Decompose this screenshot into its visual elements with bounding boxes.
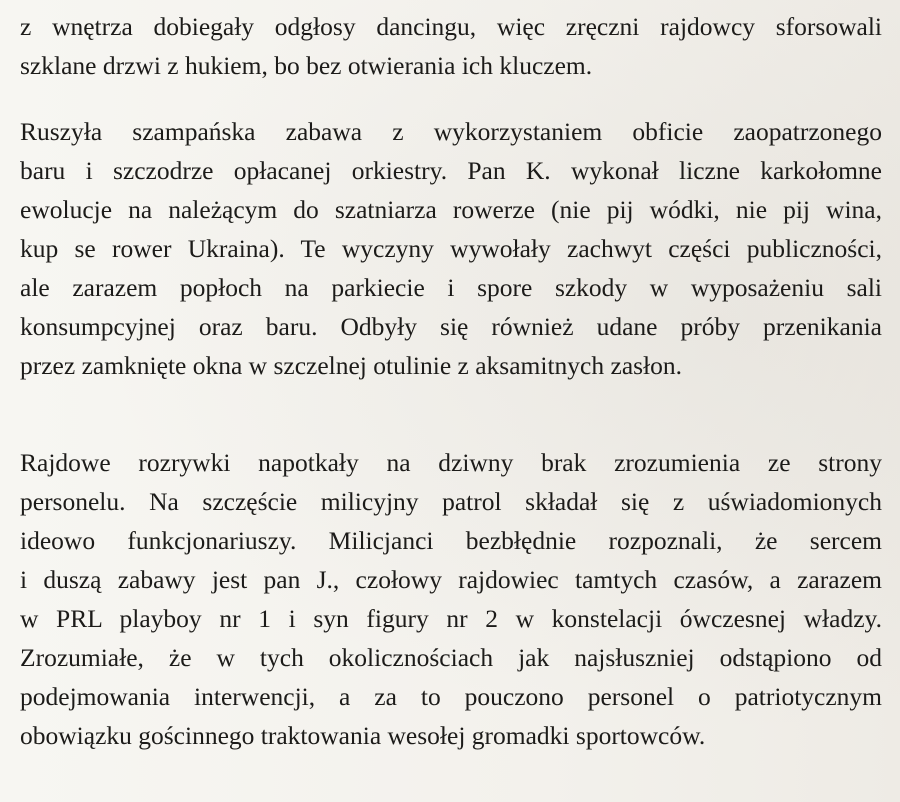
paragraph-1 xyxy=(20,7,882,85)
text-line: w PRL playboy nr 1 i syn figury nr 2 w konstelacji ówczesnej władzy. xyxy=(20,604,882,633)
text-line: konsumpcyjnej oraz baru. Odbyły się również udane próby przenikania xyxy=(20,312,882,341)
text-line: szklane drzwi z hukiem, bo bez otwierania ich kluczem. xyxy=(20,51,593,80)
text-line: podejmowania interwencji, a za to pouczono personel o patriotycznym xyxy=(20,682,882,711)
text-line: ideowo funkcjonariuszy. Milicjanci bezbłędnie rozpoznali, że sercem xyxy=(20,526,882,555)
text-line: i duszą zabawy jest pan J., czołowy rajdowiec tamtych czasów, a zarazem xyxy=(20,565,882,594)
paragraph-2 xyxy=(20,112,882,385)
text-line: Rajdowe rozrywki napotkały na dziwny brak zrozumienia ze strony xyxy=(20,448,882,477)
text-line: przez zamknięte okna w szczelnej otulinie z aksamitnych zasłon. xyxy=(20,351,683,380)
text-line: kup se rower Ukraina). Te wyczyny wywołały zachwyt części publiczności, xyxy=(20,234,882,263)
text-line: baru i szczodrze opłacanej orkiestry. Pan K. wykonał liczne karkołomne xyxy=(20,156,882,185)
text-line: z wnętrza dobiegały odgłosy dancingu, więc zręczni rajdowcy sforsowali xyxy=(20,12,882,41)
text-line: Ruszyła szampańska zabawa z wykorzystaniem obficie zaopatrzonego xyxy=(20,117,882,146)
paragraph-3 xyxy=(20,443,882,755)
text-line: obowiązku gościnnego traktowania wesołej gromadki sportowców. xyxy=(20,721,706,750)
text-line: ewolucje na należącym do szatniarza rowerze (nie pij wódki, nie pij wina, xyxy=(20,195,882,224)
text-line: personelu. Na szczęście milicyjny patrol składał się z uświadomionych xyxy=(20,487,882,516)
text-line: Zrozumiałe, że w tych okolicznościach jak najsłuszniej odstąpiono od xyxy=(20,643,882,672)
text-line: ale zarazem popłoch na parkiecie i spore szkody w wyposażeniu sali xyxy=(20,273,882,302)
